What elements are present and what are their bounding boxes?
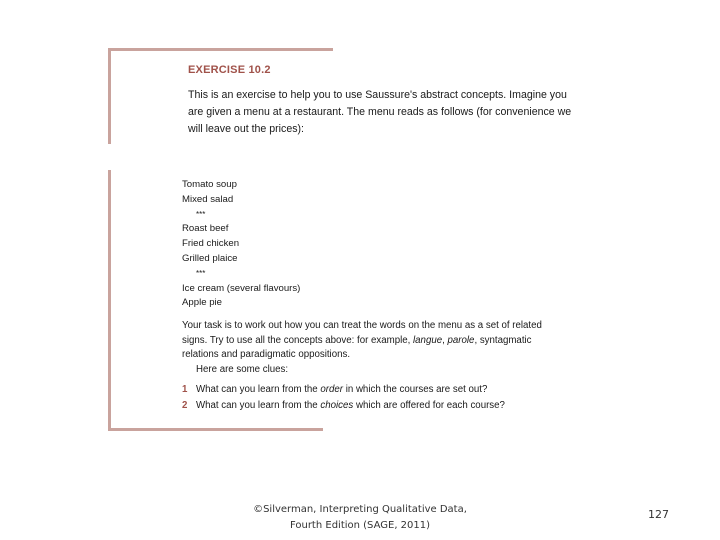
- term-parole: parole: [447, 334, 475, 346]
- page-number: 127: [648, 508, 669, 521]
- footer-citation: [230, 502, 490, 534]
- intro-line: This is an exercise to help you to use Saussure's abstract concepts. Imagine you: [188, 89, 567, 101]
- task-line: relations and paradigmatic oppositions.: [182, 349, 351, 360]
- clue-number: 2: [182, 399, 188, 411]
- exercise-intro: [188, 87, 588, 138]
- menu-item: Ice cream (several flavours): [182, 282, 301, 294]
- menu-item: Roast beef: [182, 223, 229, 235]
- clues-intro: Here are some clues:: [196, 363, 289, 375]
- citation-line: Fourth Edition (SAGE, 2011): [289, 520, 431, 531]
- task-line: Your task is to work out how you can treat the words on the menu as a set of related: [182, 320, 542, 331]
- intro-line: are given a menu at a restaurant. The menu reads as follows (for convenience we: [188, 106, 572, 118]
- menu-item: Grilled plaice: [182, 252, 238, 264]
- menu-item: Fried chicken: [182, 238, 240, 250]
- task-line: [182, 334, 572, 349]
- clue-item: [182, 382, 505, 398]
- task-text: , syntagmatic: [474, 334, 532, 346]
- menu-list: [182, 178, 300, 311]
- intro-line: will leave out the prices):: [188, 123, 304, 135]
- term-langue: langue: [413, 334, 443, 346]
- citation-line: ©Silverman, Interpreting Qualitative Data,: [253, 504, 467, 515]
- clue-emphasis: order: [320, 384, 344, 395]
- menu-item: Apple pie: [182, 297, 223, 309]
- clue-text: What can you learn from the: [196, 384, 321, 395]
- clue-text: in which the courses are set out?: [343, 384, 488, 395]
- task-separator: ,: [442, 334, 448, 346]
- clue-text: which are offered for each course?: [353, 399, 505, 411]
- menu-item: Tomato soup: [182, 179, 237, 190]
- menu-separator: ***: [196, 268, 206, 278]
- task-description: [182, 319, 572, 377]
- menu-item: Mixed salad: [182, 193, 234, 205]
- clue-text: What can you learn from the: [196, 399, 321, 411]
- clue-emphasis: choices: [320, 399, 354, 411]
- bottom-rule-vertical: [108, 170, 111, 431]
- exercise-title: EXERCISE 10.2: [188, 64, 271, 76]
- clue-list: [182, 382, 505, 413]
- menu-separator: ***: [196, 209, 206, 219]
- top-rule-horizontal: [108, 48, 333, 51]
- task-text: signs. Try to use all the concepts above: for example,: [182, 334, 414, 346]
- clue-number: 1: [182, 384, 188, 395]
- bottom-rule-horizontal: [108, 428, 323, 431]
- top-rule-vertical: [108, 48, 111, 144]
- clue-item: [182, 398, 505, 414]
